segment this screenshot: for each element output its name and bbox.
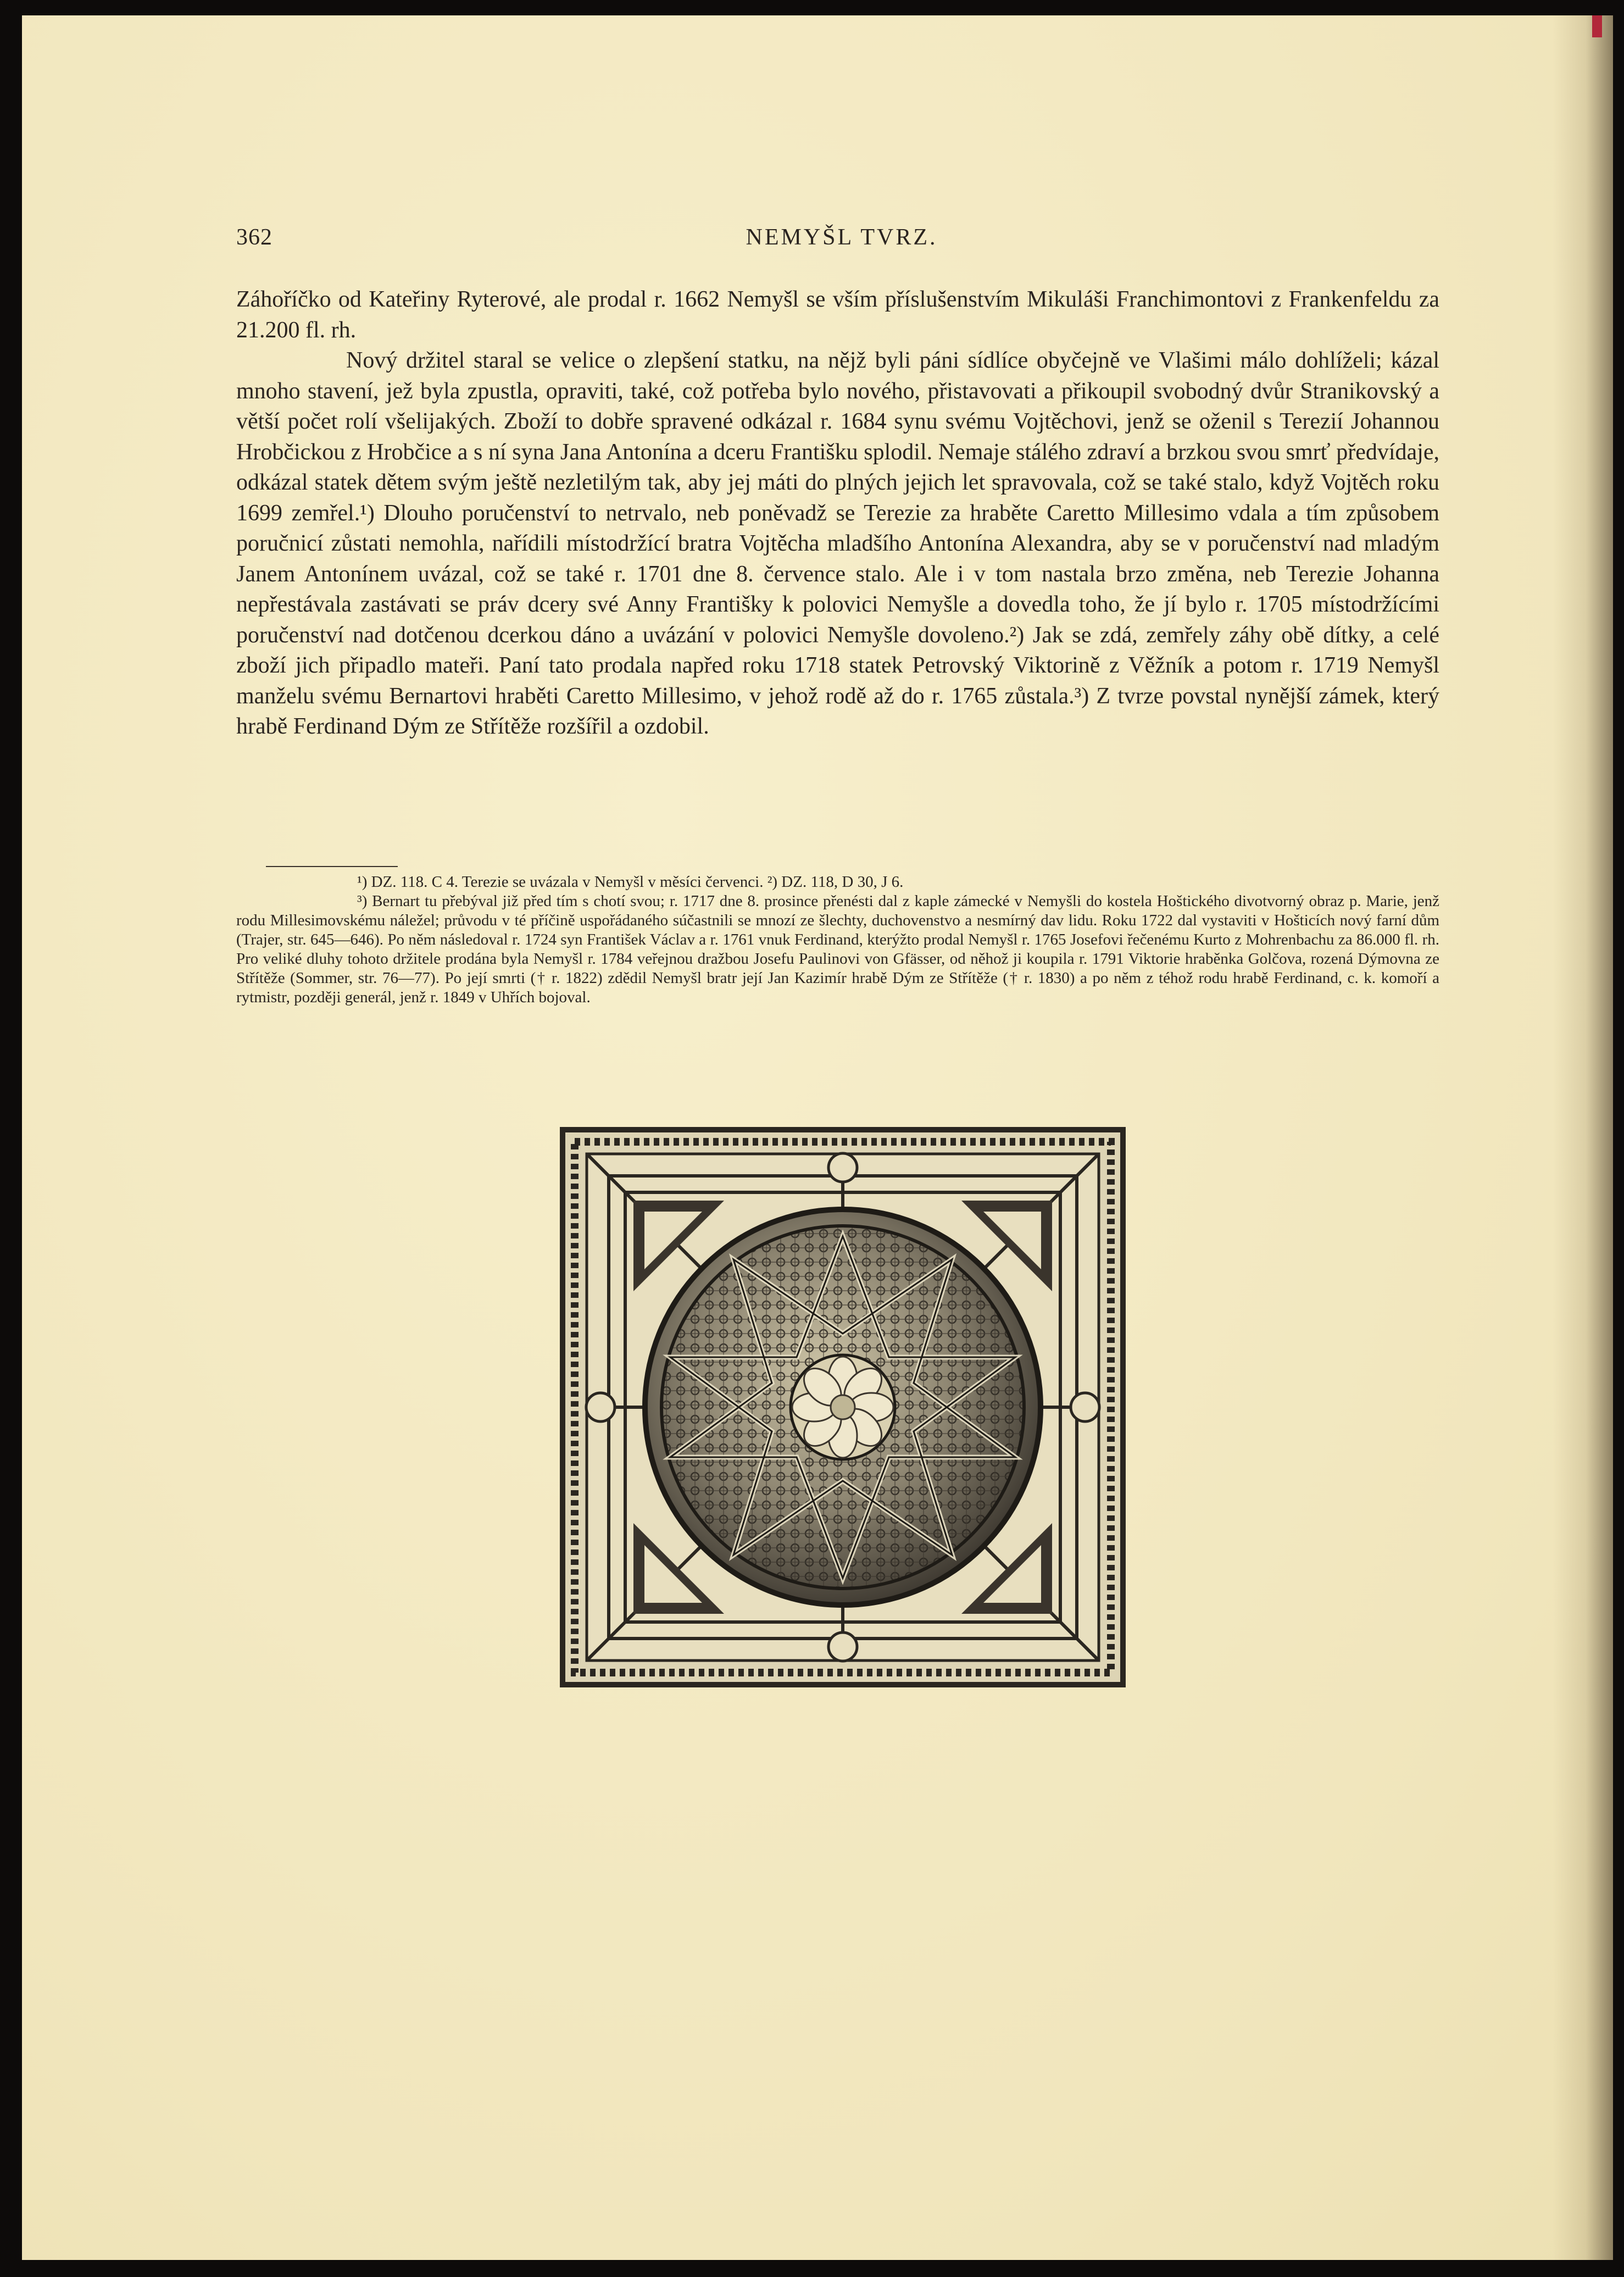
page-number: 362: [236, 225, 272, 250]
footnote-1-2: ¹) DZ. 118. C 4. Terezie se uvázala v Nemyšl v měsíci červenci. ²) DZ. 118, D 30, J 6.: [357, 873, 904, 891]
bookmark-ribbon: [1592, 15, 1602, 37]
footnote-rule: [266, 866, 398, 867]
paragraph-2: Nový držitel staral se velice o zlepšení statku, na nějž byli páni sídlíce obyčejně ve Vlašimi málo dohlíželi; kázal mnoho stavení, jež byla zpustla, opraviti, také, což potřeba bylo nového, přistavovati a přikoupil svobodný dvůr Stranikovský a větší počet rolí všelijakých. Zboží to dobře spravené odkázal r. 1684 synu svému Vojtěchovi, jenž se oženil s Terezií Johannou Hrobčickou z Hrobčice a s ní syna Jana Antonína a dceru Františku splodil. Nemaje stálého zdraví a brzkou svou smrť předvídaje, odkázal statek dětem svým ještě nezletilým tak, aby jej máti do plných jejich let spravovala, což se také stalo, když Vojtěch roku 1699 zemřel.¹) Dlouho poručenství to netrvalo, neb poněvadž se Terezie za hraběte Caretto Millesimo vdala a tím způsobem poručnicí zůstati nemohla, nařídili místodržící bratra Vojtěcha mladšího Antonína Alexandra, aby se v poručenství nad mladým Janem Antonínem uvázal, což se také r. 1701 dne 8. července stalo. Ale i v tom nastala brzo změna, neb Terezie Johanna nepřestávala zastávati se práv dcery své Anny Františky k polovici Nemyšle a dovedla toho, že jí bylo r. 1705 místodržícími poručenství nad dotčenou dcerkou dáno a uvázání v polovici Nemyšle dovoleno.²) Jak se zdá, zemřely záhy obě dítky, a celé zboží jich připadlo mateři. Paní tato prodala napřed roku 1718 statek Petrovský Viktorině z Věžník a potom r. 1719 Nemyšl manželu svému Bernartovi hraběti Caretto Millesimo, v jehož rodě až do r. 1765 zůstala.³) Z tvrze povstal nynější zámek, který hrabě Ferdinand Dým ze Střítěže rozšířil a ozdobil.: [236, 348, 1439, 739]
running-title: NEMYŠL TVRZ.: [746, 225, 938, 250]
book-page: [22, 15, 1613, 2260]
footnote-3: ³) Bernart tu přebýval již před tím s chotí svou; r. 1717 dne 8. prosince přenésti dal z kaple zámecké v Nemyšli do kostela Hoštického divotvorný obraz p. Marie, jenž rodu Millesimovskému náležel; průvodu v té příčině uspořádaného súčastnili se mnozí ze šlechty, duchovenstvo a nesmírný dav lidu. Roku 1722 dal vystaviti v Hošticích nový farní dům (Trajer, str. 645—646). Po něm následoval r. 1724 syn František Václav a r. 1761 vnuk Ferdinand, kterýžto prodal Nemyšl r. 1765 Josefovi řečenému Kurto z Mohrenbachu za 86.000 fl. rh. Pro veliké dluhy tohoto držitele prodána byla Nemyšl r. 1784 veřejnou dražbou Josefu Paulinovi von Gfässer, od něhož ji koupila r. 1791 Viktorie hraběnka Golčova, rozená Dýmovna ze Střítěže (Sommer, str. 76—77). Po její smrti († r. 1822) zdědil Nemyšl bratr její Jan Kazimír hrabě Dým ze Střítěže († r. 1830) a po něm z téhož rodu hrabě Ferdinand, c. k. komoří a rytmistr, později generál, jenž r. 1849 v Uhřích bojoval.: [236, 892, 1439, 1006]
footnotes: [236, 873, 1439, 1007]
main-text: [236, 285, 1439, 742]
ornamental-rosette-illustration: [559, 1126, 1126, 1688]
page-header: [213, 224, 1470, 257]
page-gutter-shadow: [1553, 15, 1613, 2260]
paragraph-1: Záhoříčko od Kateřiny Ryterové, ale prodal r. 1662 Nemyšl se vším příslušenstvím Mikuláši Franchimontovi z Frankenfeldu za 21.200 fl. rh.: [236, 287, 1439, 343]
